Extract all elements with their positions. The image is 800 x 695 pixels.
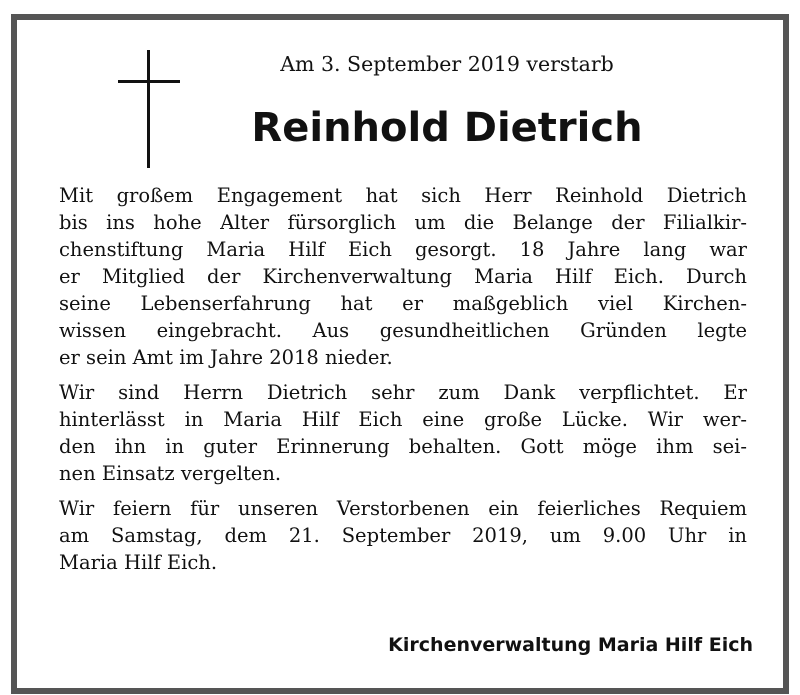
- text-line: er Mitglied der Kirchenverwaltung Maria Hilf Eich. Durch: [59, 265, 747, 288]
- text-line: wissen eingebracht. Aus gesundheitlichen Gründen legte: [59, 319, 747, 342]
- obituary-text: [59, 182, 747, 584]
- text-line: chenstiftung Maria Hilf Eich gesorgt. 18 Jahre lang war: [59, 238, 747, 261]
- death-announcement: Am 3. September 2019 verstarb: [280, 52, 614, 76]
- text-line: Wir feiern für unseren Verstorbenen ein feierliches Requiem: [59, 497, 747, 520]
- text-line: Maria Hilf Eich.: [59, 551, 218, 574]
- cross-icon: [118, 50, 180, 168]
- text-line: Mit großem Engagement hat sich Herr Reinhold Dietrich: [59, 184, 747, 207]
- text-line: bis ins hohe Alter fürsorglich um die Belange der Filialkir-: [59, 211, 747, 234]
- paragraph-gratitude: [59, 379, 747, 487]
- text-line: seine Lebenserfahrung hat er maßgeblich viel Kirchen-: [59, 292, 747, 315]
- text-line: hinterlässt in Maria Hilf Eich eine große Lücke. Wir wer-: [59, 408, 747, 431]
- text-line: am Samstag, dem 21. September 2019, um 9.00 Uhr in: [59, 524, 747, 547]
- signature: Kirchenverwaltung Maria Hilf Eich: [388, 634, 753, 656]
- text-line: nen Einsatz vergelten.: [59, 462, 282, 485]
- text-line: er sein Amt im Jahre 2018 nieder.: [59, 346, 393, 369]
- paragraph-engagement: [59, 182, 747, 371]
- paragraph-requiem: [59, 495, 747, 576]
- obituary-notice: [11, 14, 789, 694]
- text-line: Wir sind Herrn Dietrich sehr zum Dank verpflichtet. Er: [59, 381, 747, 404]
- deceased-name: Reinhold Dietrich: [251, 105, 643, 151]
- text-line: den ihn in guter Erinnerung behalten. Gott möge ihm sei-: [59, 435, 747, 458]
